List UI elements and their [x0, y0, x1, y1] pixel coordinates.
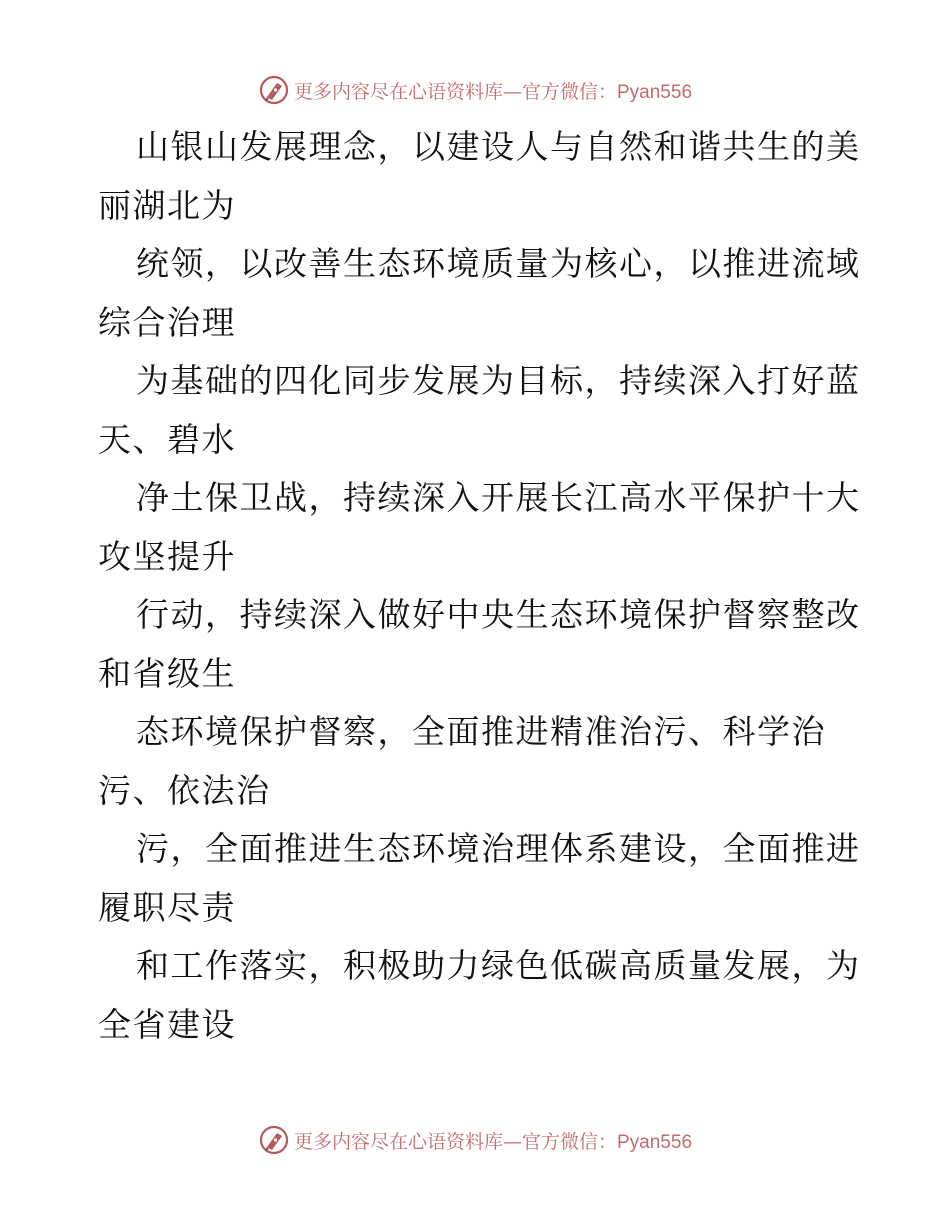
paragraph-line: 履职尽责 [98, 887, 236, 927]
pen-nib-logo-icon [258, 1124, 290, 1156]
document-body [98, 118, 861, 1054]
paragraph [98, 235, 861, 352]
watermark-wechat-id: Pyan556 [617, 1131, 693, 1153]
paragraph-line: 全省建设 [98, 1004, 236, 1044]
paragraph [98, 703, 858, 820]
paragraph-line: 态环境保护督察，全面推进精准治污、科学治 [136, 712, 826, 751]
paragraph-line: 统领，以改善生态环境质量为核心，以推进流域 [136, 244, 861, 283]
watermark-wechat-id: Pyan556 [617, 81, 693, 103]
watermark-text [294, 1127, 692, 1154]
paragraph [98, 469, 861, 586]
paragraph [98, 937, 861, 1054]
paragraph-line: 污，全面推进生态环境治理体系建设，全面推进 [136, 829, 861, 868]
paragraph-line: 和工作落实，积极助力绿色低碳高质量发展，为 [136, 946, 861, 985]
paragraph [98, 118, 861, 235]
paragraph-line: 污、依法治 [98, 770, 271, 810]
paragraph-line: 净土保卫战，持续深入开展长江高水平保护十大 [136, 478, 861, 517]
header-watermark [0, 70, 950, 110]
paragraph [98, 820, 861, 937]
paragraph [98, 586, 861, 703]
paragraph [98, 352, 861, 469]
watermark-text [294, 77, 692, 104]
paragraph-line: 综合治理 [98, 302, 236, 342]
paragraph-line: 攻坚提升 [98, 536, 236, 576]
paragraph-line: 山银山发展理念，以建设人与自然和谐共生的美 [136, 127, 861, 166]
paragraph-line: 行动，持续深入做好中央生态环境保护督察整改 [136, 595, 861, 634]
paragraph-line: 和省级生 [98, 653, 236, 693]
watermark-text-cn: 更多内容尽在心语资料库—官方微信： [293, 80, 617, 103]
paragraph-line: 为基础的四化同步发展为目标，持续深入打好蓝 [136, 361, 861, 400]
watermark-text-cn: 更多内容尽在心语资料库—官方微信： [293, 1130, 617, 1153]
footer-watermark [0, 1120, 950, 1160]
paragraph-line: 天、碧水 [98, 419, 236, 459]
paragraph-line: 丽湖北为 [98, 185, 236, 225]
pen-nib-logo-icon [258, 74, 290, 106]
